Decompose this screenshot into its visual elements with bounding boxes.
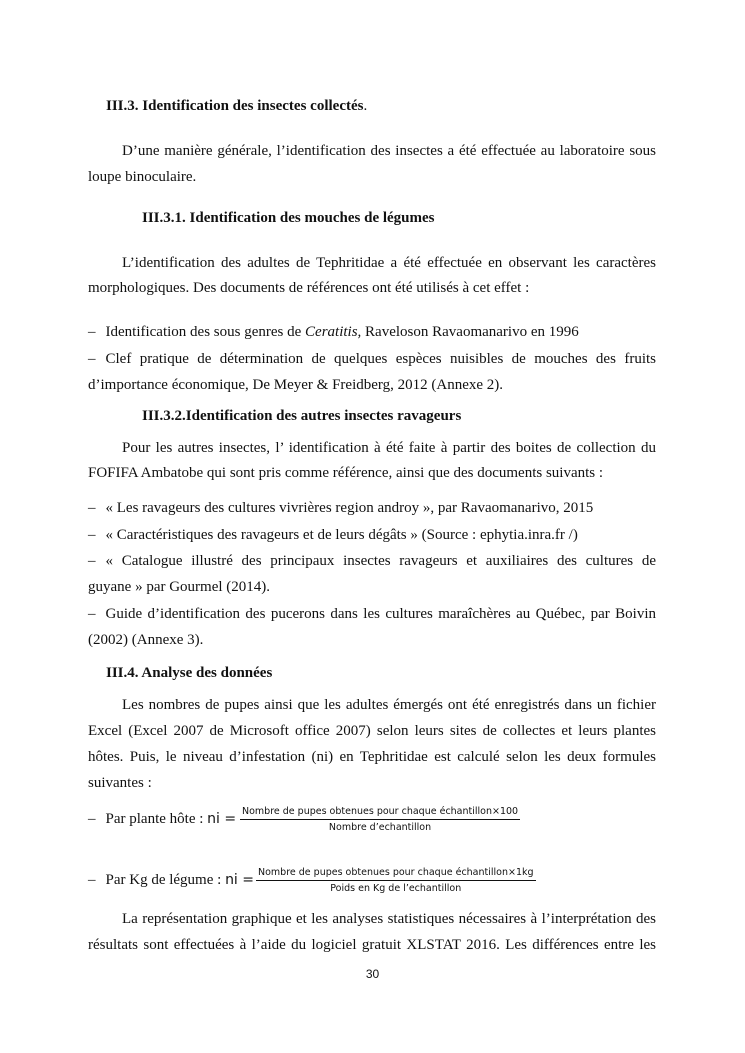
heading-3-3-1: III.3.1. Identification des mouches de légumes	[142, 210, 435, 226]
para-3-3-line1: D’une manière générale, l’identification des insectes a été effectuée au laboratoire sous	[122, 143, 656, 159]
list-item-catalogue-line2: guyane » par Gourmel (2014).	[88, 579, 271, 595]
item-text-post: Raveloson Ravaomanarivo en 1996	[361, 324, 579, 340]
para-final-line1: La représentation graphique et les analyses statistiques nécessaires à l’interprétation des	[122, 911, 656, 927]
para-3-3-1-line1: L’identification des adultes de Tephritidae a été effectuée en observant les caractères	[122, 255, 656, 271]
item-text-pre: Identification des sous genres de	[105, 324, 306, 340]
item-text: Clef pratique de détermination de quelques espèces nuisibles de mouches des fruits	[105, 351, 656, 367]
dash-bullet: –	[88, 527, 96, 543]
dash-bullet: –	[88, 500, 96, 516]
para-3-3-2-line1: Pour les autres insectes, l’ identification à été faite à partir des boites de collection du	[122, 440, 656, 456]
para-3-4-line1: Les nombres de pupes ainsi que les adultes émergés ont été enregistrés dans un fichier	[122, 697, 656, 713]
formula-2-line	[88, 872, 254, 889]
list-item-clef-line2: d’importance économique, De Meyer & Freidberg, 2012 (Annexe 2).	[88, 377, 504, 393]
heading-3-3-punct: .	[363, 98, 368, 114]
heading-3-4: III.4. Analyse des données	[106, 665, 273, 681]
dash-bullet: –	[88, 351, 96, 367]
item-text-italic: Ceratitis,	[305, 324, 362, 340]
formula-2-denominator: Poids en Kg de l’echantillon	[330, 883, 462, 894]
heading-3-3	[106, 98, 367, 115]
para-final-line2: résultats sont effectuées à l’aide du logiciel gratuit XLSTAT 2016. Les différences entre les	[88, 937, 656, 953]
heading-3-3-2: III.3.2.Identification des autres insectes ravageurs	[142, 408, 462, 424]
para-3-3-1-line2: morphologiques. Des documents de références ont été utilisés à cet effet :	[88, 280, 530, 296]
formula-1-denominator: Nombre d’echantillon	[328, 822, 432, 833]
formula-2-label: Par Kg de légume :	[105, 872, 226, 888]
para-3-4-line4: suivantes :	[88, 775, 152, 791]
para-3-4-line2: Excel (Excel 2007 de Microsoft office 2007) selon leurs sites de collectes et leurs plantes	[88, 723, 656, 739]
item-text: Guide d’identification des pucerons dans les cultures maraîchères au Québec, par Boivin	[105, 606, 656, 622]
item-text: « Les ravageurs des cultures vivrières region androy », par Ravaomanarivo, 2015	[105, 500, 594, 516]
para-3-4-line3: hôtes. Puis, le niveau d’infestation (ni) en Tephritidae est calculé selon les deux formules	[88, 749, 656, 765]
list-item-guide-line2: (2002) (Annexe 3).	[88, 632, 204, 648]
list-item-clef-line1	[88, 351, 656, 368]
formula-1-label: Par plante hôte :	[105, 811, 208, 827]
item-text: « Caractéristiques des ravageurs et de leurs dégâts » (Source : ephytia.inra.fr /)	[105, 527, 578, 543]
dash-bullet: –	[88, 811, 96, 827]
list-item-caracteristiques	[88, 527, 578, 544]
formula-1-variable: ni =	[207, 811, 237, 827]
item-text: « Catalogue illustré des principaux insectes ravageurs et auxiliaires des cultures de	[105, 553, 656, 569]
list-item-ceratitis	[88, 324, 579, 341]
formula-2-numerator: Nombre de pupes obtenues pour chaque échantillon×1kg	[258, 867, 534, 878]
formula-2-fraction	[256, 867, 536, 894]
formula-1-line	[88, 811, 236, 828]
dash-bullet: –	[88, 872, 96, 888]
para-3-3-line2: loupe binoculaire.	[88, 169, 197, 185]
page-number: 30	[365, 967, 380, 981]
dash-bullet: –	[88, 606, 96, 622]
heading-3-3-text: III.3. Identification des insectes collectés	[106, 98, 364, 114]
formula-1-numerator: Nombre de pupes obtenues pour chaque échantillon×100	[242, 806, 519, 817]
dash-bullet: –	[88, 324, 96, 340]
formula-2-variable: ni =	[225, 872, 255, 888]
formula-1-fraction	[240, 806, 520, 833]
list-item-catalogue-line1	[88, 553, 656, 570]
dash-bullet: –	[88, 553, 96, 569]
para-3-3-2-line2: FOFIFA Ambatobe qui sont pris comme référence, ainsi que des documents suivants :	[88, 465, 604, 481]
list-item-ravageurs	[88, 500, 593, 517]
list-item-guide-line1	[88, 606, 656, 623]
